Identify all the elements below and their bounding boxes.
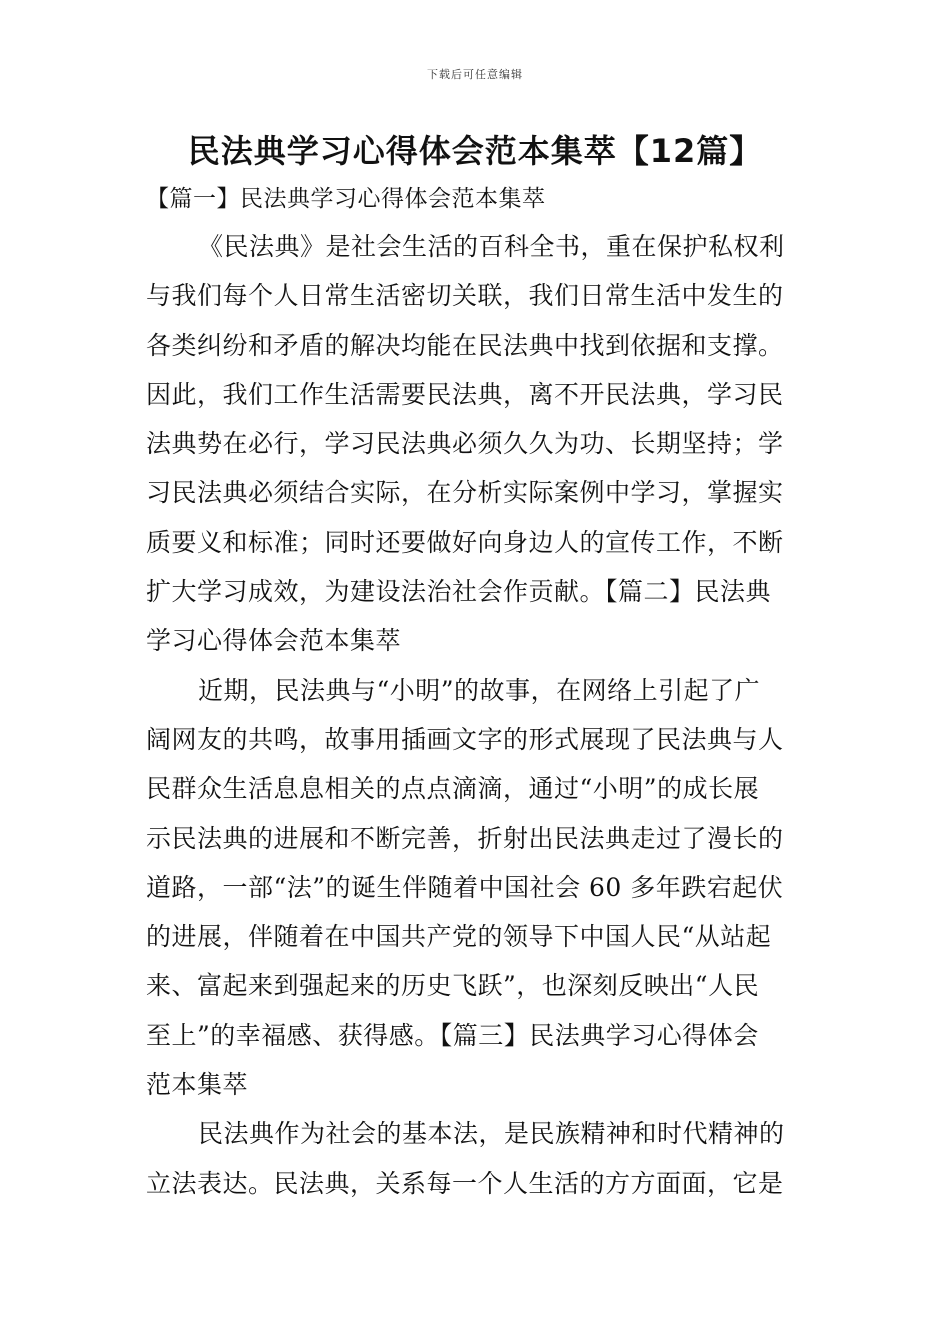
- paragraph-line: 的进展，伴随着在中国共产党的领导下中国人民“从站起: [146, 922, 772, 952]
- document-title: 民法典学习心得体会范本集萃【12篇】: [187, 132, 763, 170]
- paragraph-line: 范本集萃: [146, 1070, 249, 1100]
- paragraph-line: 学习心得体会范本集萃: [146, 626, 402, 656]
- document-body: [146, 176, 811, 1208]
- paragraph-line: 民法典作为社会的基本法，是民族精神和时代精神的: [198, 1119, 785, 1149]
- paragraph-line: 各类纠纷和矛盾的解决均能在民法典中找到依据和支撑。: [146, 330, 784, 360]
- paragraph-line: 习民法典必须结合实际，在分析实际案例中学习，掌握实: [146, 478, 784, 508]
- header-note: 下载后可任意编辑: [427, 68, 523, 81]
- paragraph-line: 近期，民法典与“小明”的故事，在网络上引起了广: [198, 675, 761, 705]
- paragraph-line: 《民法典》是社会生活的百科全书，重在保护私权利: [198, 232, 785, 261]
- paragraph-line: 立法表达。民法典，关系每一个人生活的方方面面，它是: [146, 1168, 784, 1198]
- paragraph-line: 因此，我们工作生活需要民法典，离不开民法典，学习民: [146, 379, 784, 409]
- paragraph-line: 民群众生活息息相关的点点滴滴，通过“小明”的成长展: [146, 774, 760, 804]
- paragraph-line: 阔网友的共鸣，故事用插画文字的形式展现了民法典与人: [146, 724, 784, 754]
- paragraph-line: 扩大学习成效，为建设法治社会作贡献。【篇二】民法典: [146, 577, 772, 607]
- section-heading-1: 【篇一】民法典学习心得体会范本集萃: [146, 186, 546, 212]
- paragraph-line: 与我们每个人日常生活密切关联，我们日常生活中发生的: [146, 281, 784, 311]
- paragraph-line: 至上”的幸福感、获得感。【篇三】民法典学习心得体会: [146, 1020, 759, 1050]
- paragraph-line: 来、富起来到强起来的历史飞跃”，也深刻反映出“人民: [146, 971, 760, 1001]
- paragraph-line: 道路，一部“法”的诞生伴随着中国社会 60 多年跌宕起伏: [146, 872, 784, 902]
- paragraph-line: 示民法典的进展和不断完善，折射出民法典走过了漫长的: [146, 823, 784, 853]
- paragraph-line: 质要义和标准；同时还要做好向身边人的宣传工作，不断: [146, 527, 784, 557]
- paragraph-line: 法典势在必行，学习民法典必须久久为功、长期坚持；学: [146, 429, 784, 459]
